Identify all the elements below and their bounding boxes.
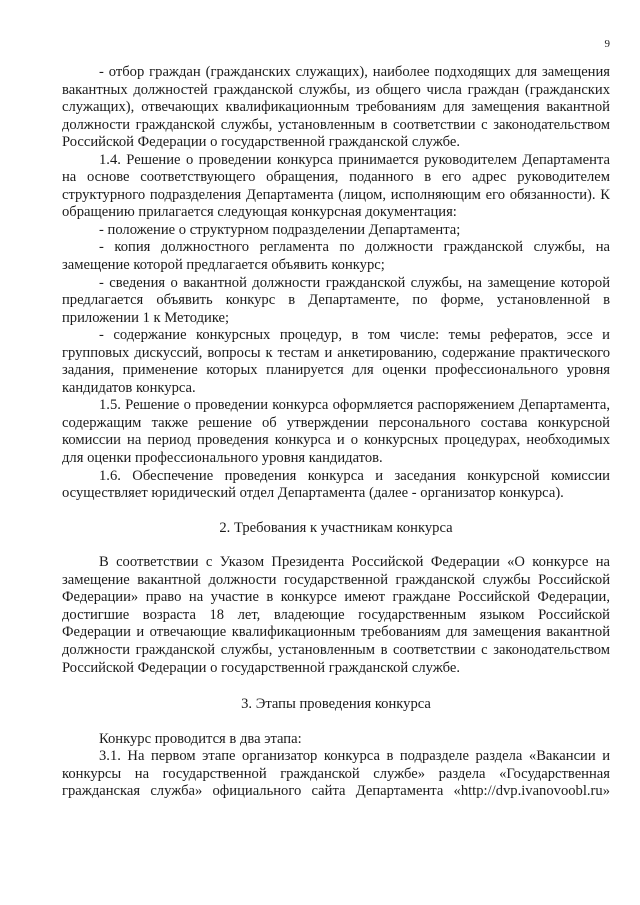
list-item-vacancy-info: - сведения о вакантной должности гражданской службы, на замещение которой предлагается объявить конкурс в Департаменте, по форме, установленной в приложении 1 к Методике; bbox=[62, 274, 610, 326]
section-3-heading: 3. Этапы проведения конкурса bbox=[241, 696, 431, 713]
section-3-intro: Конкурс проводится в два этапа: bbox=[99, 730, 302, 747]
page-number: 9 bbox=[604, 38, 610, 50]
section-2-heading: 2. Требования к участникам конкурса bbox=[219, 519, 453, 536]
list-item-procedures-content: - содержание конкурсных процедур, в том числе: темы рефератов, эссе и групповых дискуссий, вопросы к тестам и анкетированию, содержание практического задания, применение которых планируется для оценки профессионального уровня кандидатов конкурса. bbox=[62, 327, 610, 396]
list-item-department-regulation: - положение о структурном подразделении Департамента; bbox=[99, 221, 461, 238]
paragraph-1-6: 1.6. Обеспечение проведения конкурса и заседания конкурсной комиссии осуществляет юридический отдел Департамента (далее - организатор конкурса). bbox=[62, 467, 610, 502]
list-item-job-regulation-copy: - копия должностного регламента по должности гражданской службы, на замещение которой предлагается объявить конкурс; bbox=[62, 239, 610, 274]
document-body bbox=[62, 64, 610, 801]
section-2-paragraph: В соответствии с Указом Президента Российской Федерации «О конкурсе на замещение вакантной должности государственной гражданской службы Российской Федерации» право на участие в конкурсе имеют граждане Российской Федерации, достигшие возраста 18 лет, владеющие государственным языком Российской Федерации и отвечающие квалификационным требованиям для замещения вакантной должности гражданской службы, установленным в соответствии с законодательством Российской Федерации о государственной гражданской службе. bbox=[62, 554, 610, 676]
paragraph-selection-criteria: - отбор граждан (гражданских служащих), наиболее подходящих для замещения вакантных должностей гражданской службы, из общего числа граждан (гражданских служащих), отвечающих квалификационным требованиям для замещения вакантной должности гражданской службы, установленным в соответствии с законодательством Российской Федерации о государственной гражданской службе. bbox=[62, 64, 610, 151]
paragraph-3-1: 3.1. На первом этапе организатор конкурса в подразделе раздела «Вакансии и конкурсы на государственной гражданской службе» раздела «Государственная гражданская служба» официального сайта Департамента «http://dvp.ivanovoobl.ru» bbox=[62, 748, 610, 800]
paragraph-1-5: 1.5. Решение о проведении конкурса оформляется распоряжением Департамента, содержащим также решение об утверждении персонального состава конкурсной комиссии на период проведения конкурса и о конкурсных процедурах, необходимых для оценки профессионального уровня кандидатов. bbox=[62, 397, 610, 467]
paragraph-1-4: 1.4. Решение о проведении конкурса принимается руководителем Департамента на основе соответствующего обращения, поданного в его адрес руководителем структурного подразделения Департамента (лицом, исполняющим его обязанности). К обращению прилагается следующая конкурсная документация: bbox=[62, 151, 610, 221]
